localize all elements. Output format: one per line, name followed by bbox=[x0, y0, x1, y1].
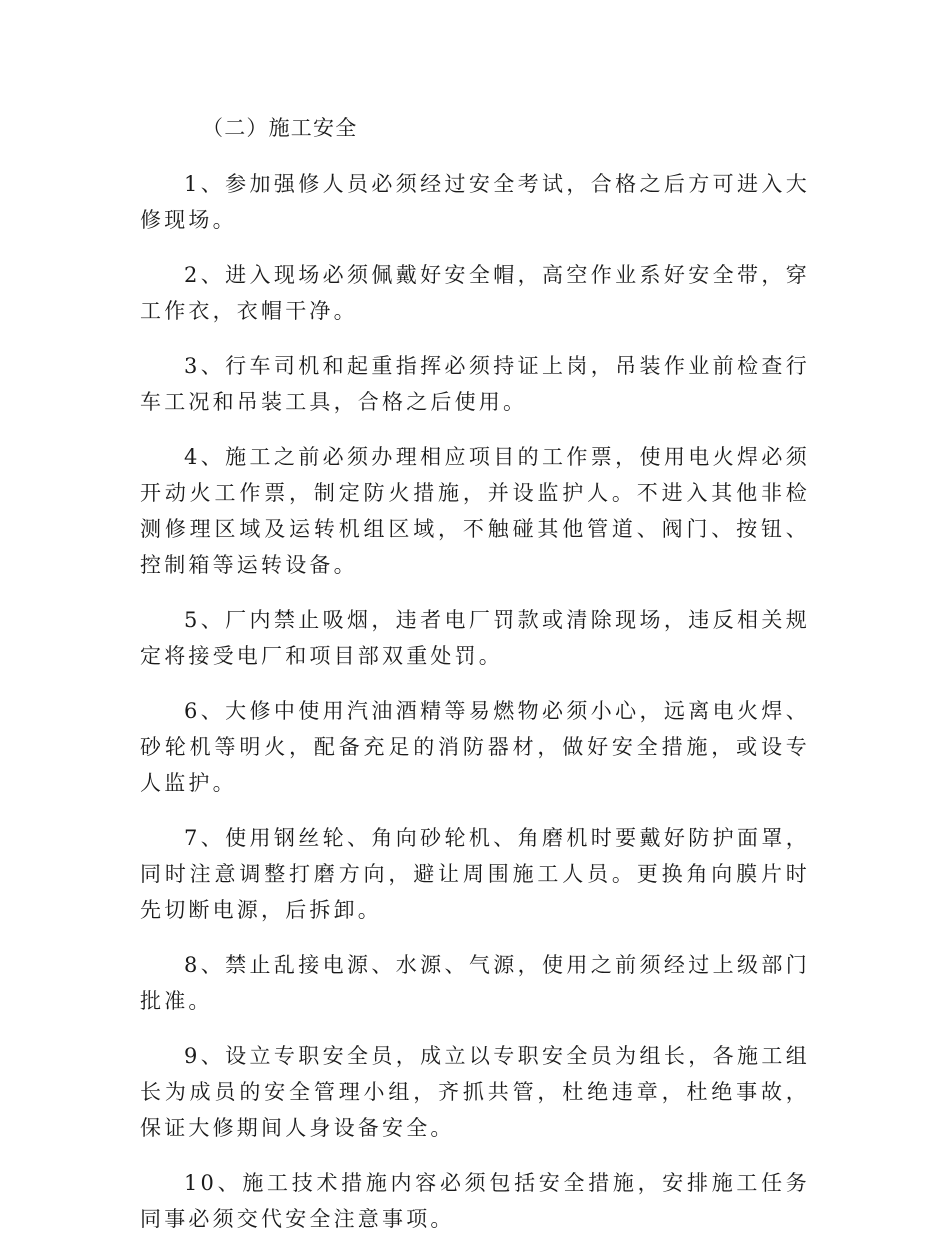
section-heading: （二）施工安全 bbox=[202, 116, 358, 140]
paragraph-2: 2、进入现场必须佩戴好安全帽，高空作业系好安全带，穿工作衣，衣帽干净。 bbox=[140, 263, 810, 323]
document-body bbox=[140, 110, 810, 1256]
paragraph-9: 9、设立专职安全员，成立以专职安全员为组长，各施工组长为成员的安全管理小组，齐抓共管，杜绝违章，杜绝事故，保证大修期间人身设备安全。 bbox=[140, 1044, 810, 1140]
paragraph-1: 1、参加强修人员必须经过安全考试，合格之后方可进入大修现场。 bbox=[140, 172, 810, 232]
paragraph-5: 5、厂内禁止吸烟，违者电厂罚款或清除现场，违反相关规定将接受电厂和项目部双重处罚。 bbox=[140, 608, 810, 668]
paragraph-3: 3、行车司机和起重指挥必须持证上岗，吊装作业前检查行车工况和吊装工具，合格之后使用。 bbox=[140, 354, 810, 414]
paragraph-8: 8、禁止乱接电源、水源、气源，使用之前须经过上级部门批准。 bbox=[140, 953, 810, 1013]
paragraph-10: 10、施工技术措施内容必须包括安全措施，安排施工任务同事必须交代安全注意事项。 bbox=[140, 1171, 810, 1231]
paragraph-7: 7、使用钢丝轮、角向砂轮机、角磨机时要戴好防护面罩，同时注意调整打磨方向，避让周围施工人员。更换角向膜片时先切断电源，后拆卸。 bbox=[140, 826, 810, 922]
paragraph-6: 6、大修中使用汽油酒精等易燃物必须小心，远离电火焊、砂轮机等明火，配备充足的消防器材，做好安全措施，或设专人监护。 bbox=[140, 699, 810, 795]
paragraph-4: 4、施工之前必须办理相应项目的工作票，使用电火焊必须开动火工作票，制定防火措施，并设监护人。不进入其他非检测修理区域及运转机组区域，不触碰其他管道、阀门、按钮、控制箱等运转设备。 bbox=[140, 445, 810, 577]
